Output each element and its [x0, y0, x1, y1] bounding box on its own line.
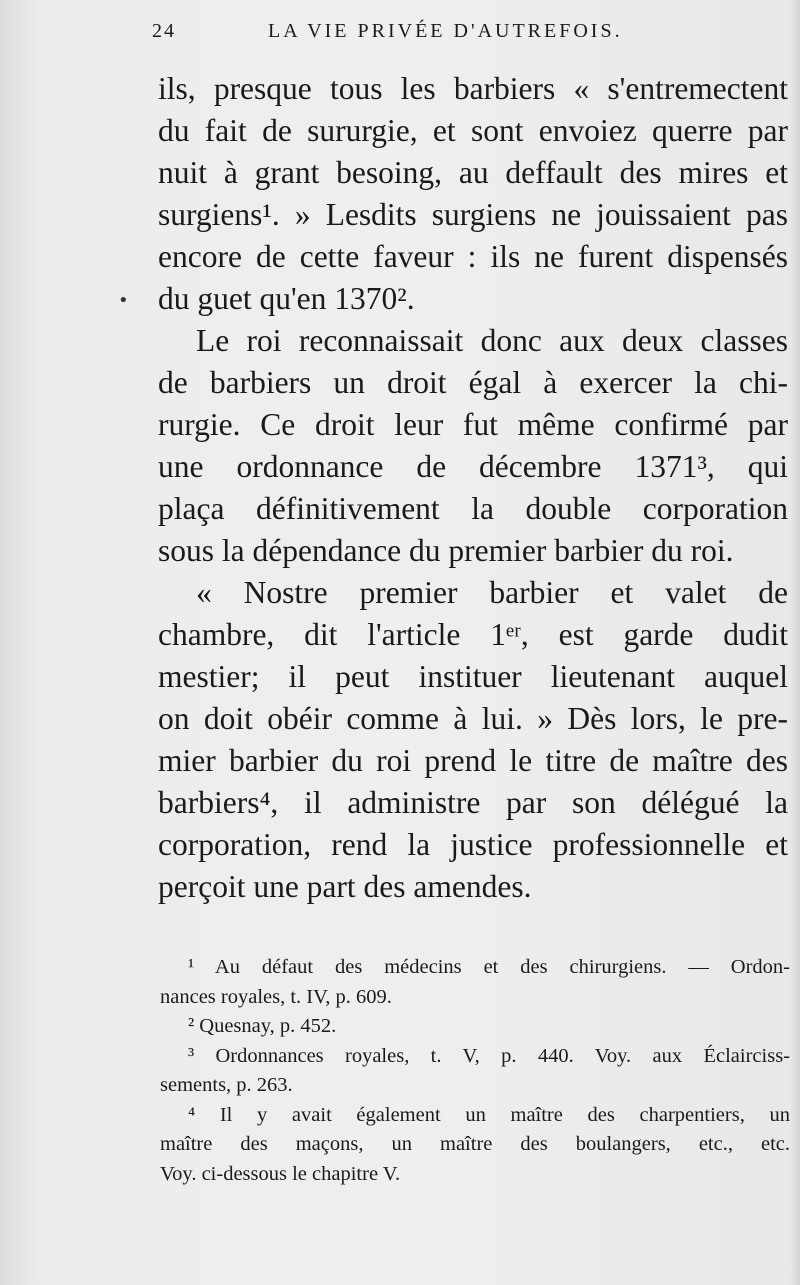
text-line: ils, presque tous les barbiers « s'entremectent — [158, 71, 788, 106]
footnote-line: sements, p. 263. — [160, 1074, 293, 1096]
page-number: 24 — [152, 20, 176, 42]
text-line: chambre, dit l'article 1ᵉʳ, est garde dudit — [158, 617, 788, 652]
footnote-line: ⁴ Il y avait également un maître des charpentiers, un — [188, 1103, 790, 1126]
text-line: corporation, rend la justice professionnelle et — [158, 827, 788, 862]
footnote-4 — [160, 1101, 790, 1190]
footnote-line: ³ Ordonnances royales, t. V, p. 440. Voy. aux Éclairciss- — [188, 1044, 790, 1067]
footnote-line: maître des maçons, un maître des boulangers, etc., etc. — [160, 1133, 790, 1155]
text-line: perçoit une part des amendes. — [158, 869, 532, 904]
text-line: Le roi reconnaissait donc aux deux classes — [196, 323, 788, 358]
text-line: mier barbier du roi prend le titre de maître des — [158, 743, 788, 778]
footnotes — [160, 953, 790, 1189]
paragraph-1 — [158, 68, 788, 320]
text-line: on doit obéir comme à lui. » Dès lors, le pre- — [158, 701, 788, 736]
text-line: du fait de sururgie, et sont envoiez querre par — [158, 113, 788, 148]
footnote-line: ² Quesnay, p. 452. — [188, 1015, 337, 1037]
text-line: nuit à grant besoing, au deffault des mires et — [158, 155, 788, 190]
body-text — [158, 68, 788, 908]
footnote-line: Voy. ci-dessous le chapitre V. — [160, 1162, 401, 1185]
page-header — [150, 18, 790, 48]
footnote-line: nances royales, t. IV, p. 609. — [160, 985, 392, 1008]
text-line: sous la dépendance du premier barbier du roi. — [158, 533, 734, 568]
paragraph-2 — [158, 320, 788, 572]
text-line: plaça définitivement la double corporation — [158, 491, 788, 526]
footnote-line: ¹ Au défaut des médecins et des chirurgiens. — Ordon- — [188, 956, 790, 978]
footnote-3 — [160, 1042, 790, 1101]
running-title: LA VIE PRIVÉE D'AUTREFOIS. — [268, 20, 623, 42]
text-line: barbiers⁴, il administre par son délégué la — [158, 785, 788, 820]
text-line: rurgie. Ce droit leur fut même confirmé par — [158, 407, 788, 442]
text-line: surgiens¹. » Lesdits surgiens ne jouissaient pas — [158, 197, 788, 232]
margin-mark: • — [118, 290, 129, 311]
text-line: une ordonnance de décembre 1371³, qui — [158, 449, 788, 484]
paragraph-3 — [158, 572, 788, 908]
text-line: « Nostre premier barbier et valet de — [196, 575, 788, 610]
text-line: de barbiers un droit égal à exercer la chi- — [158, 365, 788, 400]
footnote-2 — [160, 1012, 790, 1042]
text-line: du guet qu'en 1370². — [158, 281, 415, 316]
text-line: mestier; il peut instituer lieutenant auquel — [158, 659, 788, 694]
text-line: encore de cette faveur : ils ne furent dispensés — [158, 239, 788, 274]
footnote-1 — [160, 953, 790, 1012]
